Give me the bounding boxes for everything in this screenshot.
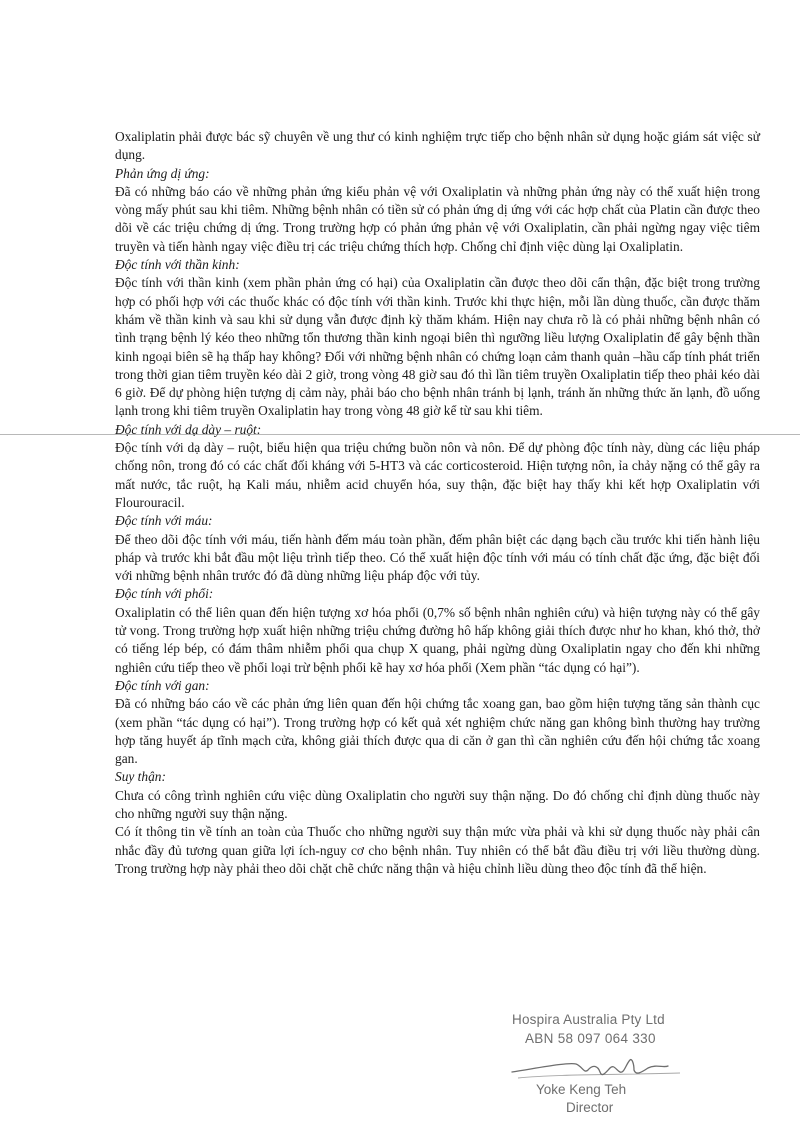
section-heading: Độc tính với thần kinh:	[115, 257, 240, 273]
company-stamp	[498, 1012, 698, 1122]
section-heading: Độc tính với máu:	[115, 513, 213, 529]
paragraph: Đã có những báo cáo về các phản ứng liên quan đến hội chứng tắc xoang gan, bao gồm hiện tượng tăng sản thành cục (xem phần “tác dụng có hại”). Trong trường hợp có kết quả xét nghiệm chức năng gan không bình thường hay trường hợp tăng huyết áp tĩnh mạch cửa, không giải thích được qua di căn ở gan thì cần nghiên cứu đến hội chứng tắc xoang gan.	[115, 696, 760, 767]
paragraph: Chưa có công trình nghiên cứu việc dùng Oxaliplatin cho người suy thận nặng. Do đó chống chỉ định dùng thuốc này cho những người suy thận nặng.	[115, 787, 760, 821]
signatory-name: Yoke Keng Teh	[536, 1082, 627, 1097]
paragraph: Đã có những báo cáo về những phản ứng kiểu phản vệ với Oxaliplatin và những phản ứng này có thể xuất hiện trong vòng mấy phút sau khi tiêm. Những bệnh nhân có tiền sử có phản ứng dị ứng với các hợp chất của Platin cần được theo dõi về các triệu chứng dị ứng. Trong trường hợp có phản ứng phản vệ với Oxaliplatin, cần phải ngừng ngay việc tiêm truyền và tiến hành ngay việc điều trị các triệu chứng thích hợp. Chống chỉ định việc dùng lại Oxaliplatin.	[115, 183, 760, 254]
stamp-company-name: Hospira Australia Pty Ltd	[512, 1012, 665, 1027]
section-heading: Phản ứng dị ứng:	[115, 165, 210, 181]
paragraph: Độc tính với thần kinh (xem phần phản ứng có hại) của Oxaliplatin cần được theo dõi cẩn thận, đặc biệt trong trường hợp có phối hợp với các thuốc khác có độc tính với thần kinh. Trước khi thực hiện, mỗi lần dùng thuốc, cần được thăm khám về thần kinh và sau khi sử dụng vẫn được định kỳ thăm khám. Hiện nay chưa rõ là có phải những bệnh nhân có tình trạng bệnh lý kéo theo những tổn thương thần kinh ngoại biên thì ngưỡng liều lượng Oxaliplatin để gây bệnh thần kinh ngoại biên sẽ hạ thấp hay không? Đối với những bệnh nhân có chứng loạn cảm thanh quản –hầu cấp tính phát triển trong thời gian tiêm truyền kéo dài 2 giờ, trong vòng 48 giờ sau đó thì lần tiêm truyền Oxaliplatin tiếp theo phải kéo dài 6 giờ. Để dự phòng hiện tượng dị cảm này, phải báo cho bệnh nhân tránh bị lạnh, tránh ăn những thức ăn lạnh, đồ uống lạnh trong khi tiêm truyền Oxaliplatin hay trong vòng 48 giờ kể từ sau khi tiêm.	[115, 275, 760, 419]
section-heading: Suy thận:	[115, 769, 166, 785]
paragraph: Có ít thông tin về tính an toàn của Thuốc cho những người suy thận mức vừa phải và khi sử dụng thuốc này phải cân nhắc đầy đủ tương quan giữa lợi ích-nguy cơ cho bệnh nhân. Tuy nhiên có thể bắt đầu điều trị với liều thường dùng. Trong trường hợp này phải theo dõi chặt chẽ chức năng thận và hiệu chỉnh liều dùng theo độc tính đã thể hiện.	[115, 824, 760, 876]
paragraph: Để theo dõi độc tính với máu, tiến hành đếm máu toàn phần, đếm phân biệt các dạng bạch cầu trước khi tiến hành liệu pháp và trước khi bắt đầu một liệu trình tiếp theo. Có thể xuất hiện độc tính với máu có tính chất đặc ứng, đặc biệt đối với những bệnh nhân trước đó đã dùng những liệu pháp độc với tủy.	[115, 531, 760, 584]
document-body	[115, 128, 760, 878]
signatory-title: Director	[566, 1100, 614, 1115]
paragraph: Độc tính với dạ dày – ruột, biểu hiện qua triệu chứng buồn nôn và nôn. Để dự phòng độc tính này, dùng các liệu pháp chống nôn, trong đó có các chất đối kháng với 5-HT3 và các corticosteroid. Hiện tượng nôn, ỉa chảy nặng có thể gây ra mất nước, tắc ruột, hạ Kali máu, nhiễm acid chuyển hóa, suy thận, đặc biệt hay thấy khi kết hợp Oxaliplatin với Flourouracil.	[115, 440, 760, 510]
section-heading: Độc tính với gan:	[115, 677, 210, 693]
section-heading: Độc tính với dạ dày – ruột:	[115, 421, 262, 437]
paragraph: Oxaliplatin phải được bác sỹ chuyên về ung thư có kinh nghiệm trực tiếp cho bệnh nhân sử dụng hoặc giám sát việc sử dụng.	[115, 129, 760, 163]
paragraph: Oxaliplatin có thể liên quan đến hiện tượng xơ hóa phổi (0,7% số bệnh nhân nghiên cứu) và hiện tượng này có thể gây tử vong. Trong trường hợp xuất hiện những triệu chứng đường hô hấp không giải thích được như ho khan, khó thở, thở có tiếng lép bép, có đám thâm nhiễm phổi qua chụp X quang, phải ngừng dùng Oxaliplatin ngay cho đến khi những nghiên cứu tiếp theo về phổi loại trừ bệnh phổi kẽ hay xơ hóa phổi (Xem phần “tác dụng có hại”).	[115, 604, 760, 675]
section-heading: Độc tính với phổi:	[115, 586, 214, 602]
stamp-abn: ABN 58 097 064 330	[525, 1031, 656, 1046]
